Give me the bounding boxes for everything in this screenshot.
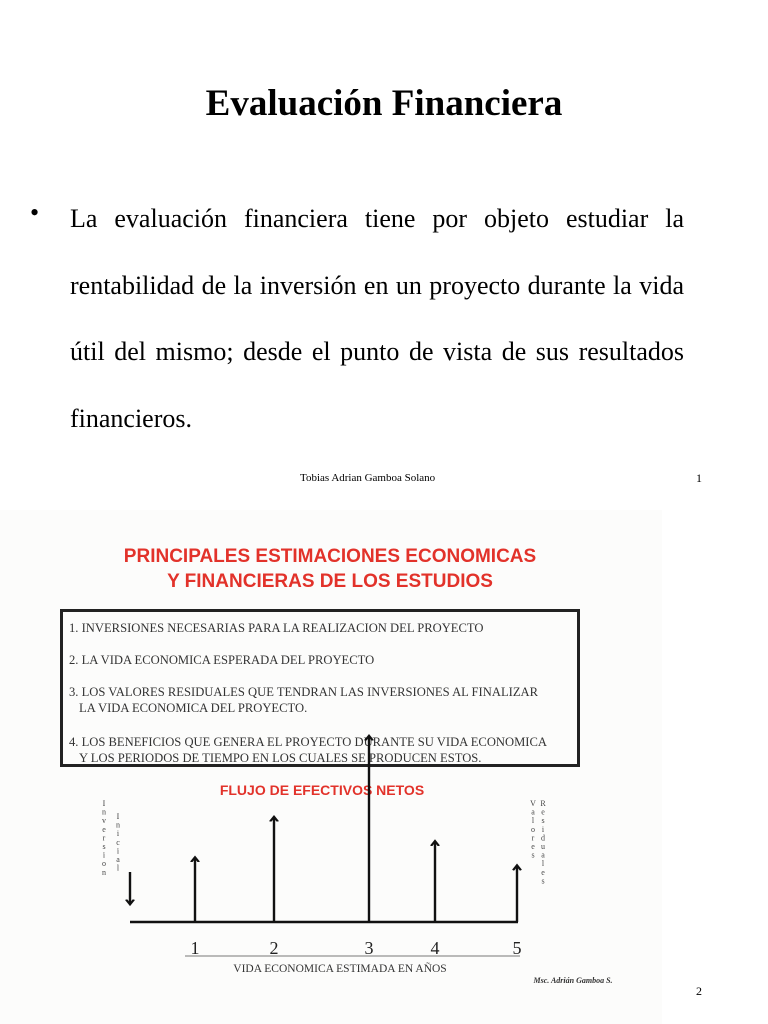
inversion-vertical-label: I n v e r s i o n bbox=[102, 799, 106, 877]
page-title: Evaluación Financiera bbox=[205, 83, 563, 124]
chart-title: FLUJO DE EFECTIVOS NETOS bbox=[219, 782, 425, 798]
scanned-figure bbox=[0, 510, 662, 1024]
year-tick-label: 3 bbox=[364, 938, 374, 958]
estimate-item-text-cont: Y LOS PERIODOS DE TIEMPO EN LOS CUALES SE PRODUCEN ESTOS. bbox=[79, 751, 482, 765]
inicial-vertical-label: I n i c i a l bbox=[116, 812, 120, 873]
page-number: 1 bbox=[696, 471, 702, 485]
estimate-item-text-cont: LA VIDA ECONOMICA DEL PROYECTO. bbox=[79, 701, 308, 715]
cash-flow-arrows bbox=[130, 736, 517, 922]
year-tick-label: 4 bbox=[430, 938, 440, 958]
x-axis-label: VIDA ECONOMICA ESTIMADA EN AÑOS bbox=[233, 963, 447, 975]
estimate-item-text: 2. LA VIDA ECONOMICA ESPERADA DEL PROYECTO bbox=[69, 653, 375, 667]
page-number-2: 2 bbox=[696, 984, 702, 998]
year-tick-label: 1 bbox=[190, 938, 200, 958]
vertical-side-labels bbox=[102, 799, 546, 885]
valores-vertical-label: V a l o r e s bbox=[530, 799, 536, 860]
estimate-item-text: 1. INVERSIONES NECESARIAS PARA LA REALIZACION DEL PROYECTO bbox=[69, 621, 484, 635]
residuales-vertical-label: R e s i d u a l e s bbox=[540, 799, 546, 886]
cash-flow-chart bbox=[0, 510, 662, 1024]
figure-heading-line-1: PRINCIPALES ESTIMACIONES ECONOMICAS bbox=[123, 546, 537, 567]
year-tick-labels bbox=[191, 938, 522, 958]
figure-credit: Msc. Adrián Gamboa S. bbox=[533, 976, 613, 985]
estimate-item-text: 4. LOS BENEFICIOS QUE GENERA EL PROYECTO DURANTE SU VIDA ECONOMICA bbox=[69, 735, 547, 749]
figure-heading-line-2: Y FINANCIERAS DE LOS ESTUDIOS bbox=[167, 571, 493, 592]
estimate-item-text: 3. LOS VALORES RESIDUALES QUE TENDRAN LAS INVERSIONES AL FINALIZAR bbox=[69, 685, 539, 699]
bullet-icon: • bbox=[30, 198, 40, 227]
year-tick-label: 5 bbox=[512, 938, 522, 958]
footer-author: Tobias Adrian Gamboa Solano bbox=[300, 472, 436, 484]
body-paragraph: La evaluación financiera tiene por objeto estudiar la rentabilidad de la inversión en un proyecto durante la vida útil del mismo; desde el punto de vista de sus resultados financieros. bbox=[70, 204, 684, 433]
year-tick-label: 2 bbox=[269, 938, 279, 958]
